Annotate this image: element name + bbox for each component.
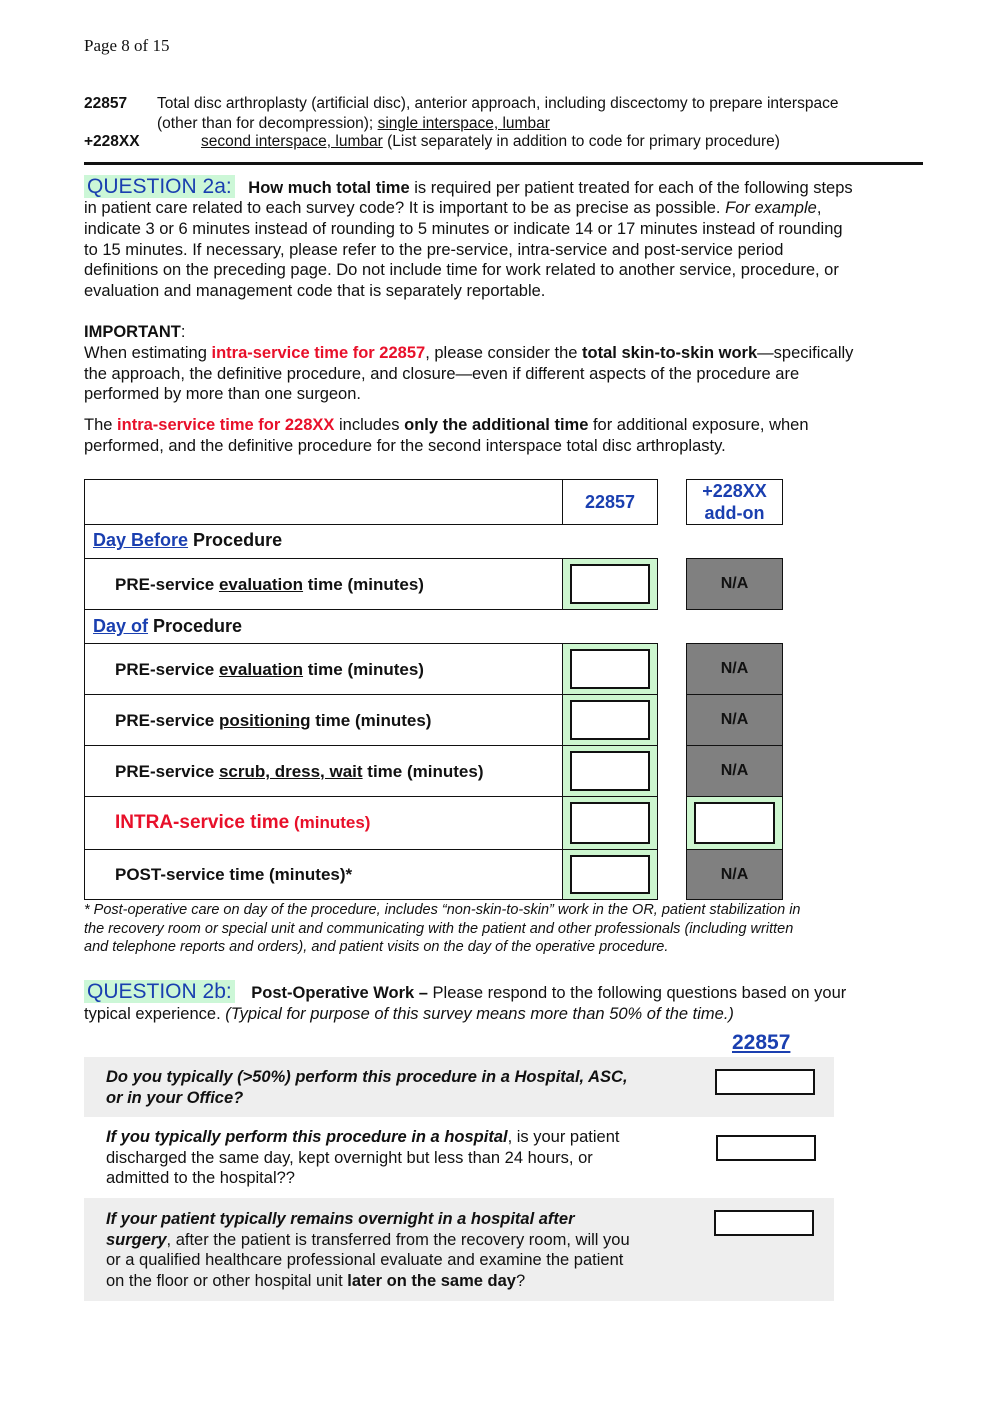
divider-rule	[84, 162, 923, 165]
cell-22857-pre-eval-day-before	[562, 558, 658, 610]
na-text: N/A	[720, 865, 749, 883]
important-colon: :	[180, 323, 186, 341]
table-footnote	[84, 901, 801, 957]
intra-label: INTRA-service time	[115, 812, 290, 833]
row-text: time (minutes)	[310, 711, 432, 730]
section-day-of-title	[93, 616, 242, 637]
row-label	[115, 762, 483, 782]
code-228xx: +228XX	[84, 133, 140, 150]
section-title-text: Procedure	[188, 530, 283, 550]
row-underlined: evaluation	[218, 575, 304, 594]
row-pre-eval	[84, 643, 563, 695]
cell-22857-pre-eval	[562, 643, 658, 695]
column-22857-heading: 22857	[732, 1031, 791, 1054]
q2a-bold: How much total time	[248, 179, 410, 197]
description-underlined: single interspace, lumbar	[377, 115, 550, 132]
page-number: Page 8 of 15	[84, 36, 170, 55]
answer-box-setting[interactable]	[715, 1069, 815, 1095]
question-text: , after the patient is transferred from the recovery room, will you	[166, 1230, 630, 1249]
important-p1-line3: performed by more than one surgeon.	[84, 385, 361, 403]
q2b-text: Please respond to the following questions based on your	[427, 984, 847, 1002]
description-text: (other than for decompression);	[157, 115, 378, 132]
answer-box-overnight[interactable]	[714, 1210, 814, 1236]
q2b-text: typical experience.	[84, 1005, 226, 1023]
row-label	[115, 711, 431, 731]
day-before-link[interactable]: Day Before	[93, 530, 189, 550]
q2a-italic: For example	[725, 199, 817, 217]
question-line: Do you typically (>50%) perform this procedure in a Hospital, ASC,	[106, 1068, 628, 1086]
row-label: POST-service time (minutes)*	[115, 865, 353, 884]
question-text: , is your patient	[507, 1128, 620, 1146]
na-text: N/A	[720, 711, 749, 728]
cell-228xx-na	[686, 745, 783, 797]
cell-22857-intra	[562, 796, 658, 850]
q2b-question-overnight	[106, 1209, 630, 1291]
question-line	[106, 1230, 630, 1251]
question-line: discharged the same day, kept overnight but less than 24 hours, or	[106, 1148, 593, 1167]
table-header-22857	[562, 479, 658, 525]
q2b-row-overnight	[84, 1198, 834, 1301]
input-228xx-intra[interactable]	[694, 802, 775, 844]
intra-minutes: (minutes)	[289, 813, 371, 832]
input-22857-pre-positioning[interactable]	[570, 700, 650, 740]
column-addon-label: add-on	[704, 503, 765, 523]
question-line: admitted to the hospital??	[106, 1169, 295, 1187]
cell-22857-pre-scrub	[562, 745, 658, 797]
question-bold-italic: surgery	[106, 1230, 167, 1249]
question-bold-italic: If you typically perform this procedure in a hospital	[106, 1128, 508, 1146]
question-bold: later on the same day	[347, 1271, 516, 1290]
answer-box-discharge[interactable]	[716, 1135, 816, 1161]
question-2a-line5: definitions on the preceding page. Do not include time for work related to another service, procedure, or	[84, 261, 839, 279]
description-text: (List separately in addition to code for primary procedure)	[382, 133, 780, 150]
p1-red: intra-service time for 22857	[211, 344, 426, 362]
section-day-before	[84, 524, 563, 559]
column-228xx-label: +228XX	[702, 481, 767, 501]
footnote-line: the recovery room or special unit and communicating with the patient and other professionals (including written	[84, 920, 794, 937]
cell-228xx-na	[686, 849, 783, 900]
input-22857-pre-eval[interactable]	[570, 649, 650, 689]
question-2a-line1	[84, 175, 853, 200]
p1-bold: total skin-to-skin work	[582, 344, 758, 362]
question-2a-line4: to 15 minutes. If necessary, please refer to the pre-service, intra-service and post-service period	[84, 241, 784, 259]
na-text: N/A	[720, 575, 749, 592]
row-underlined: positioning	[218, 711, 311, 730]
cell-228xx-na	[686, 643, 783, 695]
cell-22857-pre-positioning	[562, 694, 658, 746]
input-22857-intra[interactable]	[570, 802, 650, 844]
p2-bold: only the additional time	[404, 416, 589, 434]
column-22857-label: 22857	[584, 491, 636, 512]
q2b-row-discharge	[84, 1117, 834, 1198]
row-pre-scrub	[84, 745, 563, 797]
question-2b-line2	[84, 1004, 734, 1025]
p1-text: When estimating	[84, 344, 212, 362]
p2-text: for additional exposure, when	[588, 416, 809, 434]
row-underlined: evaluation	[218, 660, 304, 679]
question-line: If your patient typically remains overnight in a hospital after	[106, 1210, 575, 1228]
question-line	[106, 1127, 619, 1148]
q2a-text: in patient care related to each survey code? It is important to be as precise as possible.	[84, 199, 726, 217]
question-2a-line3: indicate 3 or 6 minutes instead of rounding to 5 minutes or indicate 14 or 17 minutes instead of rounding	[84, 220, 843, 238]
p1-text: , please consider the	[425, 344, 583, 362]
table-header-228xx	[686, 479, 783, 525]
footnote-line: * Post-operative care on day of the procedure, includes “non-skin-to-skin” work in the OR, patient stabilization in	[84, 902, 801, 918]
input-22857-pre-scrub[interactable]	[570, 751, 650, 791]
question-text: on the floor or other hospital unit	[106, 1271, 348, 1290]
table-header-blank	[84, 479, 563, 525]
row-text: PRE-service	[115, 762, 219, 781]
row-text: time (minutes)	[362, 762, 484, 781]
row-underlined: scrub, dress, wait	[218, 762, 363, 781]
na-text: N/A	[720, 762, 749, 779]
row-pre-positioning	[84, 694, 563, 746]
code-22857-description-line1: Total disc arthroplasty (artificial disc), anterior approach, including discectomy to prepare interspace	[157, 95, 839, 112]
row-label	[115, 660, 424, 680]
important-label: IMPORTANT	[84, 323, 181, 341]
q2b-question-discharge	[106, 1127, 619, 1189]
cell-228xx-na	[686, 694, 783, 746]
cell-22857-post	[562, 849, 658, 900]
description-underlined: second interspace, lumbar	[201, 133, 383, 150]
p2-text: includes	[334, 416, 405, 434]
question-2a-line2	[84, 198, 821, 219]
important-p1-line2: the approach, the definitive procedure, and closure—even if different aspects of the procedure are	[84, 365, 800, 383]
q2a-text: is required per patient treated for each of the following steps	[409, 179, 853, 197]
row-intra-service	[84, 796, 563, 850]
question-2a-line6: evaluation and management code that is separately reportable.	[84, 282, 546, 300]
section-title-text: Procedure	[148, 616, 243, 636]
row-text: time (minutes)	[303, 575, 424, 594]
q2b-question-setting	[106, 1067, 628, 1108]
row-pre-eval-day-before	[84, 558, 563, 610]
important-p2-line1	[84, 415, 809, 436]
question-line: or a qualified healthcare professional evaluate and examine the patient	[106, 1251, 624, 1269]
row-text: time (minutes)	[303, 660, 424, 679]
input-22857-pre-eval-day-before[interactable]	[570, 564, 650, 604]
code-22857-description-line2	[157, 115, 550, 133]
section-day-of	[84, 609, 563, 644]
input-22857-post[interactable]	[570, 855, 650, 894]
row-text: PRE-service	[115, 660, 219, 679]
cell-228xx-na	[686, 558, 783, 610]
row-label	[115, 575, 424, 595]
row-text: PRE-service	[115, 575, 219, 594]
code-228xx-description	[201, 133, 780, 151]
q2b-italic: (Typical for purpose of this survey means more than 50% of the time.)	[225, 1005, 734, 1023]
question-2b-line1	[84, 980, 846, 1005]
question-line	[106, 1271, 630, 1292]
row-post-service	[84, 849, 563, 900]
question-text: ?	[515, 1271, 526, 1290]
p1-text: —specifically	[757, 344, 854, 362]
row-label	[115, 812, 370, 834]
na-text: N/A	[720, 660, 749, 677]
p2-text: The	[84, 416, 118, 434]
footnote-line: and telephone reports and orders), and patient visits on the day of the operative procedure.	[84, 939, 669, 955]
code-22857: 22857	[84, 95, 128, 112]
day-of-link[interactable]: Day of	[93, 616, 149, 636]
question-2b-label: QUESTION 2b:	[84, 980, 235, 1003]
important-p2-line2: performed, and the definitive procedure for the second interspace total disc arthroplasty.	[84, 437, 726, 455]
important-heading	[84, 322, 185, 343]
important-p1-line1	[84, 343, 853, 364]
q2b-bold: Post-Operative Work –	[251, 984, 428, 1002]
p2-red: intra-service time for 228XX	[117, 416, 335, 434]
q2b-row-setting	[84, 1057, 834, 1117]
question-2a-label: QUESTION 2a:	[84, 175, 235, 198]
section-day-before-title	[93, 530, 282, 551]
q2a-text: ,	[816, 199, 822, 217]
question-line: or in your Office?	[106, 1088, 244, 1107]
cell-228xx-intra	[686, 796, 783, 850]
row-text: PRE-service	[115, 711, 219, 730]
